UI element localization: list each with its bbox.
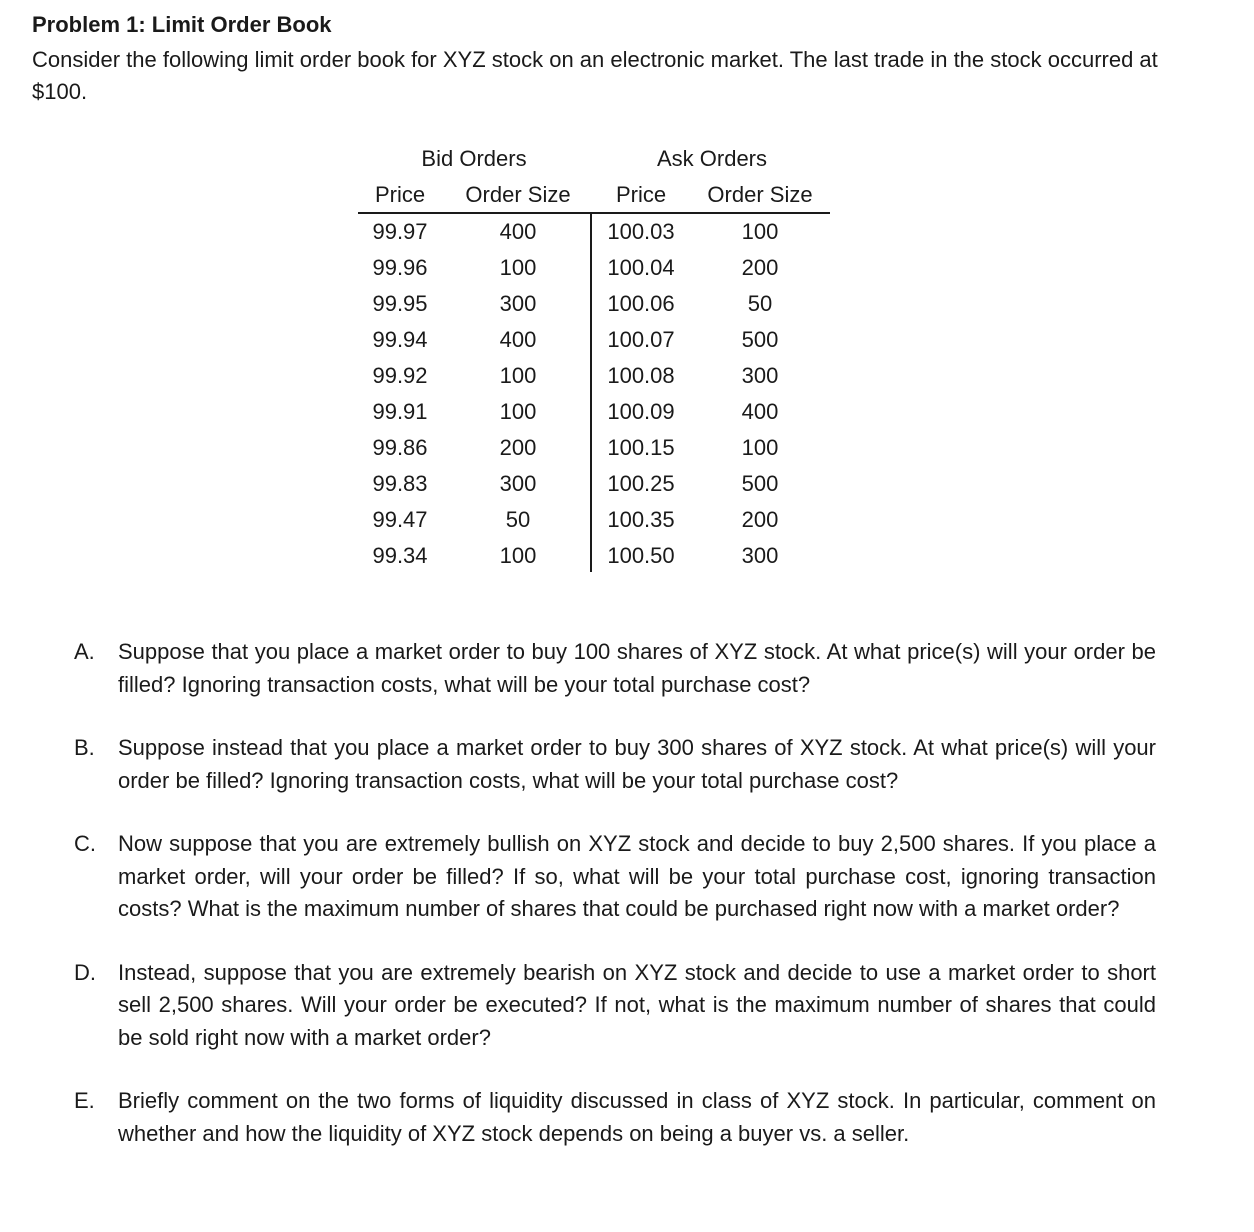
order-rows <box>358 214 830 574</box>
bid-price-cell: 99.96 <box>372 255 428 280</box>
ask-size-cell: 200 <box>741 507 779 532</box>
ask-size-cell: 100 <box>741 219 779 244</box>
ask-price-cell: 100.09 <box>607 399 675 424</box>
question-item <box>74 957 1156 1055</box>
ask-price-cell: 100.35 <box>607 507 675 532</box>
question-item <box>74 636 1156 701</box>
ask-size-cell: 500 <box>741 327 779 352</box>
ask-orders-header: Ask Orders <box>656 146 768 171</box>
table-row <box>358 394 830 430</box>
ask-price-cell: 100.50 <box>607 543 675 568</box>
ask-size-cell: 50 <box>747 291 773 316</box>
bid-size-cell: 300 <box>499 291 537 316</box>
table-row <box>358 250 830 286</box>
bid-price-cell: 99.47 <box>372 507 428 532</box>
question-text: Instead, suppose that you are extremely bearish on XYZ stock and decide to use a market order to short sell 2,500 shares. Will your order be executed? If not, what is the maximum number of shares that could be sold right now with a market order? <box>118 959 1156 1050</box>
bid-price-cell: 99.34 <box>372 543 428 568</box>
question-letter: C. <box>74 831 96 856</box>
bid-size-cell: 100 <box>499 255 537 280</box>
table-row <box>358 538 830 574</box>
ask-price-cell: 100.25 <box>607 471 675 496</box>
ask-size-cell: 500 <box>741 471 779 496</box>
question-text: Suppose that you place a market order to buy 100 shares of XYZ stock. At what price(s) will your order be filled? Ignoring transaction costs, what will be your total purchase cost? <box>118 639 1156 697</box>
bid-size-cell: 100 <box>499 543 537 568</box>
bid-price-cell: 99.95 <box>372 291 428 316</box>
question-letter: B. <box>74 735 95 760</box>
bid-size-cell: 400 <box>499 327 537 352</box>
ask-price-cell: 100.08 <box>607 363 675 388</box>
bid-price-cell: 99.94 <box>372 327 428 352</box>
table-row <box>358 358 830 394</box>
bid-price-cell: 99.91 <box>372 399 428 424</box>
table-row <box>358 214 830 250</box>
table-row <box>358 466 830 502</box>
bid-size-cell: 400 <box>499 219 537 244</box>
ask-price-cell: 100.07 <box>607 327 675 352</box>
bid-price-cell: 99.97 <box>372 219 428 244</box>
bid-size-cell: 100 <box>499 399 537 424</box>
question-list <box>74 636 1156 1181</box>
question-letter: E. <box>74 1088 95 1113</box>
bid-price-cell: 99.92 <box>372 363 428 388</box>
ask-size-cell: 300 <box>741 363 779 388</box>
bid-size-cell: 100 <box>499 363 537 388</box>
question-letter: A. <box>74 639 95 664</box>
bid-orders-header: Bid Orders <box>421 146 527 171</box>
ask-size-cell: 100 <box>741 435 779 460</box>
bid-size-cell: 300 <box>499 471 537 496</box>
table-row <box>358 286 830 322</box>
table-row <box>358 322 830 358</box>
ask-price-cell: 100.15 <box>607 435 675 460</box>
ask-price-cell: 100.06 <box>607 291 675 316</box>
bid-size-header: Order Size <box>465 182 571 207</box>
question-item <box>74 1085 1156 1150</box>
table-row <box>358 502 830 538</box>
ask-size-cell: 200 <box>741 255 779 280</box>
question-item <box>74 828 1156 926</box>
bid-price-cell: 99.83 <box>372 471 428 496</box>
bid-price-header: Price <box>374 182 426 207</box>
bid-size-cell: 200 <box>499 435 537 460</box>
question-text: Now suppose that you are extremely bullish on XYZ stock and decide to buy 2,500 shares. If you place a market order, will your order be filled? If so, what will be your total purchase cost, ignoring transaction costs? What is the maximum number of shares that could be purchased right now with a market order? <box>118 831 1156 921</box>
ask-size-cell: 400 <box>741 399 779 424</box>
ask-price-header: Price <box>615 182 667 207</box>
question-text: Suppose instead that you place a market order to buy 300 shares of XYZ stock. At what price(s) will your order be filled? Ignoring transaction costs, what will be your total purchase cost? <box>118 735 1156 793</box>
problem-title: Problem 1: Limit Order Book <box>32 12 332 37</box>
bid-price-cell: 99.86 <box>372 435 428 460</box>
ask-price-cell: 100.03 <box>607 219 675 244</box>
intro-paragraph: Consider the following limit order book for XYZ stock on an electronic market. The last trade in the stock occurred at $100. <box>32 47 1158 104</box>
bid-size-cell: 50 <box>505 507 531 532</box>
ask-size-cell: 300 <box>741 543 779 568</box>
ask-size-header: Order Size <box>707 182 813 207</box>
table-row <box>358 430 830 466</box>
question-text: Briefly comment on the two forms of liquidity discussed in class of XYZ stock. In particular, comment on whether and how the liquidity of XYZ stock depends on being a buyer vs. a seller. <box>118 1088 1156 1146</box>
ask-price-cell: 100.04 <box>607 255 675 280</box>
question-letter: D. <box>74 959 96 985</box>
question-item <box>74 732 1156 797</box>
